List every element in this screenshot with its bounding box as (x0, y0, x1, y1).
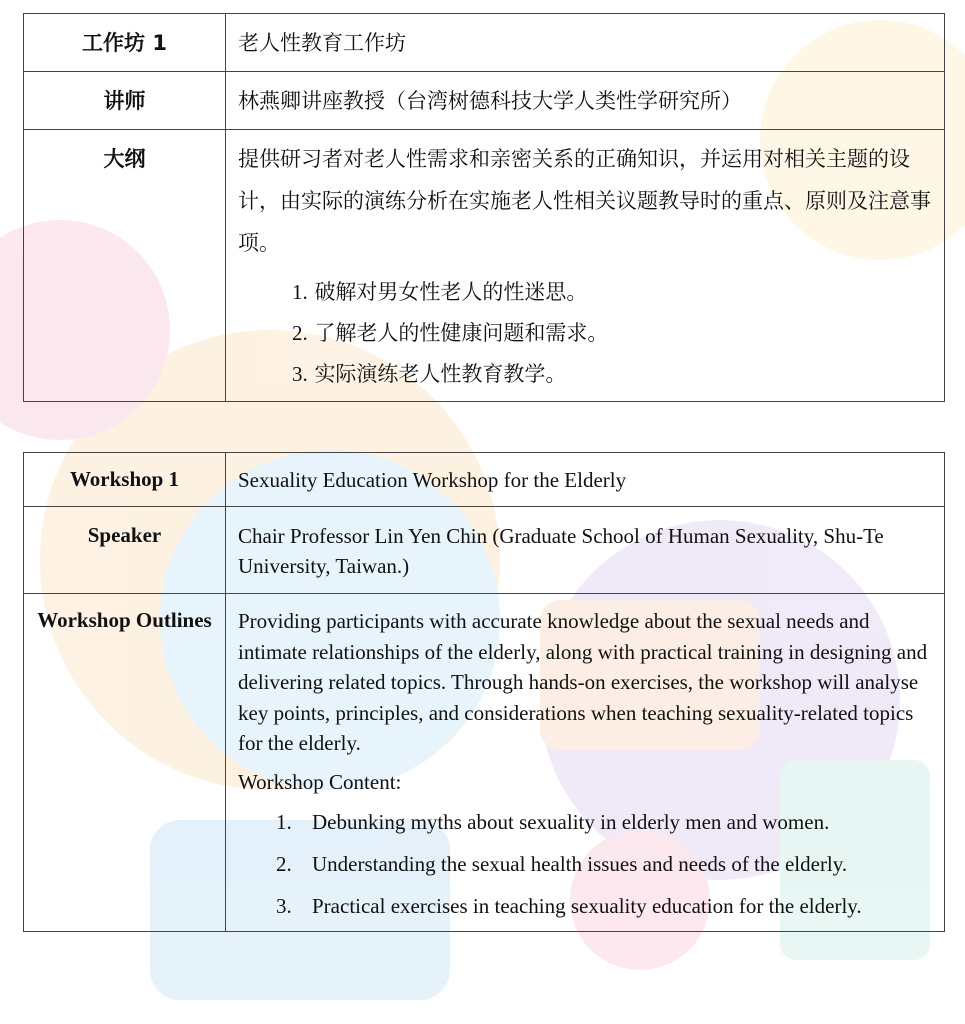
list-item (292, 354, 932, 395)
outline-cell (226, 594, 945, 932)
list-number: 3. (292, 362, 308, 386)
list-text: 实际演练老人性教育教学。 (314, 362, 567, 386)
row-value: Chair Professor Lin Yen Chin (Graduate School of Human Sexuality, Shu-Te University, Taiwan.) (226, 507, 945, 594)
list-item (238, 891, 934, 921)
content-heading: Workshop Content: (238, 769, 402, 794)
outline-list (238, 807, 934, 921)
table-row (24, 14, 945, 72)
list-number: 1. (276, 809, 292, 834)
row-label: 大纲 (24, 130, 226, 402)
list-text: 了解老人的性健康问题和需求。 (314, 321, 609, 345)
outline-list (238, 272, 932, 395)
row-label: 讲师 (24, 72, 226, 130)
list-number: 2. (292, 321, 308, 345)
row-label: Workshop Outlines (24, 594, 226, 932)
table-row (24, 72, 945, 130)
list-item (292, 313, 932, 354)
table-row (24, 594, 945, 932)
list-number: 3. (276, 893, 292, 918)
list-item (238, 807, 934, 837)
list-text: Debunking myths about sexuality in elderly men and women. (312, 809, 830, 834)
list-text: Practical exercises in teaching sexuality education for the elderly. (312, 893, 862, 918)
outline-cell (226, 130, 945, 402)
row-value: Sexuality Education Workshop for the Elderly (226, 453, 945, 507)
list-text: 破解对男女性老人的性迷思。 (314, 280, 588, 304)
list-item (292, 272, 932, 313)
row-label: Workshop 1 (24, 453, 226, 507)
row-label: 工作坊 1 (24, 14, 226, 72)
workshop-info-table-english (23, 452, 945, 932)
outline-paragraph: 提供研习者对老人性需求和亲密关系的正确知识，并运用对相关主题的设计，由实际的演练分析在实施老人性相关议题教导时的重点、原则及注意事项。 (238, 147, 931, 255)
row-value: 老人性教育工作坊 (226, 14, 945, 72)
table-row (24, 130, 945, 402)
table-row (24, 453, 945, 507)
workshop-info-table-chinese (23, 13, 945, 402)
list-text: Understanding the sexual health issues and needs of the elderly. (312, 851, 848, 876)
list-item (238, 849, 934, 879)
table-row (24, 507, 945, 594)
list-number: 2. (276, 851, 292, 876)
list-number: 1. (292, 280, 308, 304)
outline-paragraph: Providing participants with accurate knowledge about the sexual needs and intimate relationships of the elderly, along with practical training in designing and delivering related topics. Through hands-on exercises, the workshop will analyse key points, principles, and considerations when teaching sexuality-related topics for the elderly. (238, 609, 928, 755)
row-label: Speaker (24, 507, 226, 594)
row-value: 林燕卿讲座教授（台湾树德科技大学人类性学研究所） (226, 72, 945, 130)
